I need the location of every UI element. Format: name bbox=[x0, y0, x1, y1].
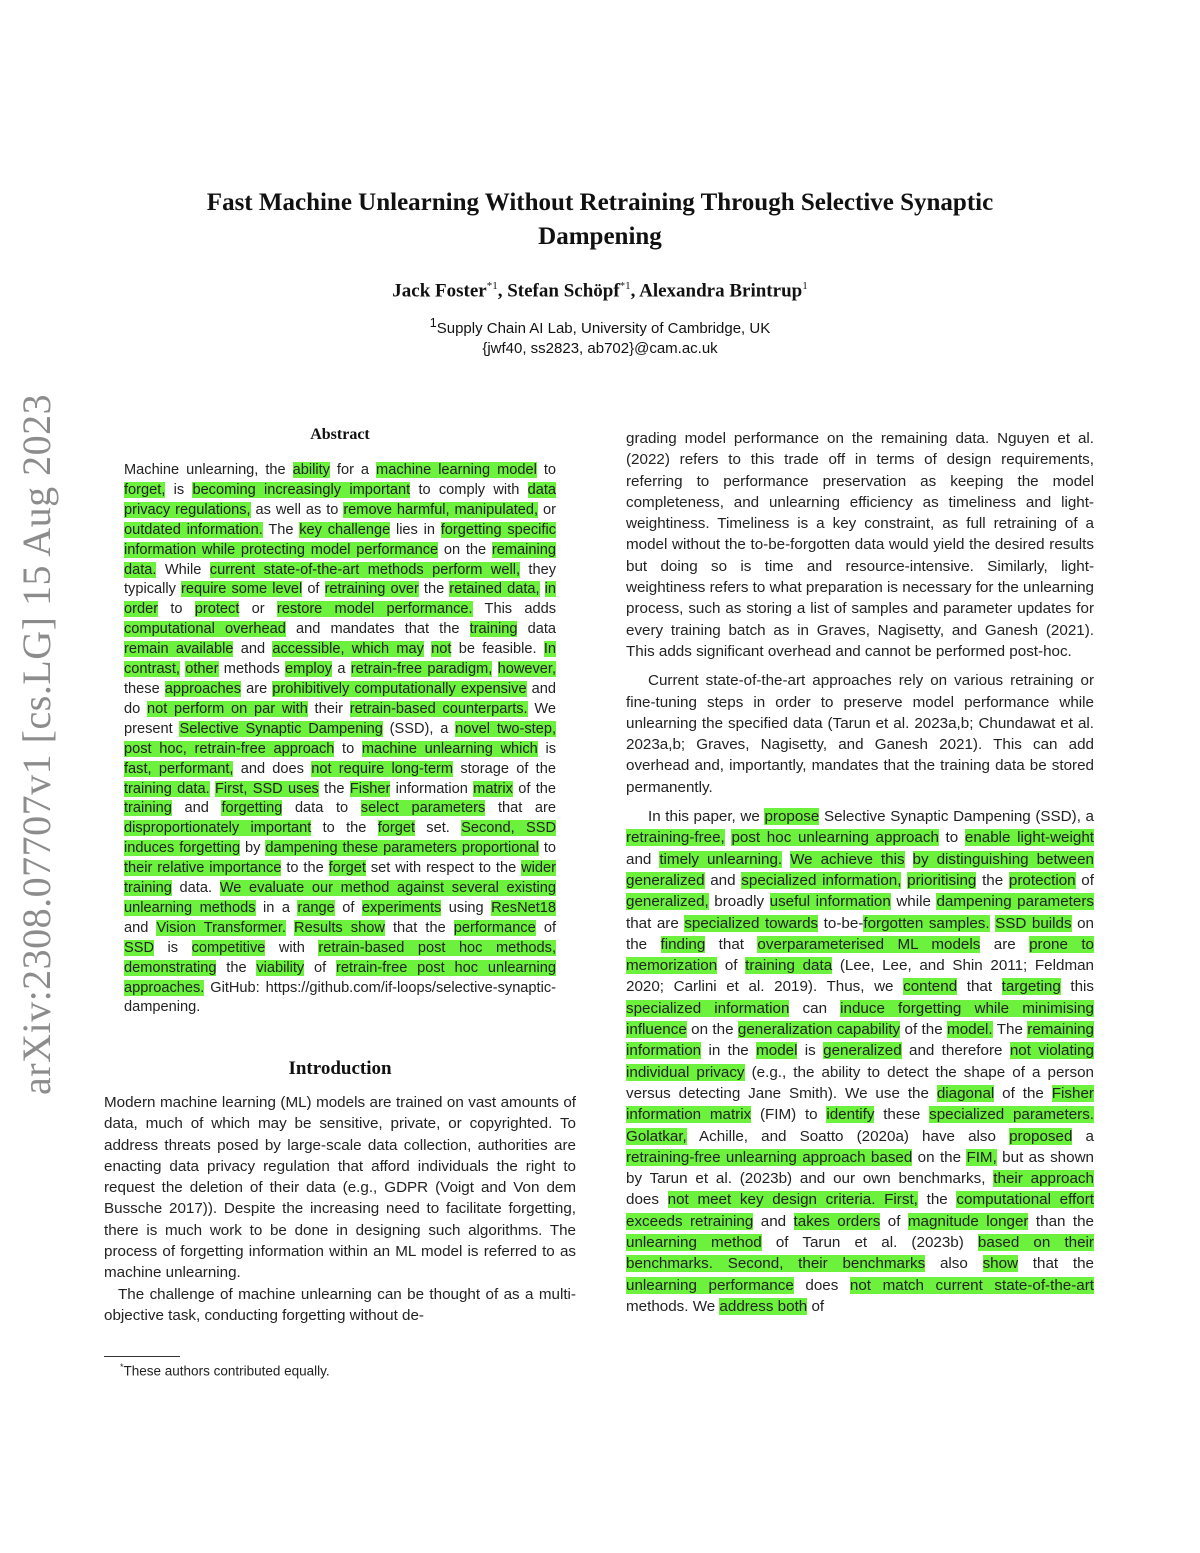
plain-text: is bbox=[797, 1042, 824, 1060]
author-list: Jack Foster$^{*1}$, Stefan Schöpf$^{*1}$, Alexandra Brintrup$^1$ bbox=[392, 280, 808, 302]
affiliation bbox=[120, 316, 1080, 337]
plain-text bbox=[286, 920, 294, 936]
highlighted-text: retrain-based post hoc methods, bbox=[318, 939, 557, 956]
plain-text: that bbox=[957, 978, 1002, 996]
highlighted-text: remain available bbox=[124, 641, 234, 658]
highlighted-text: First, SSD uses bbox=[214, 780, 319, 797]
highlighted-text: viability bbox=[256, 959, 305, 976]
highlighted-text: dampening parameters bbox=[936, 893, 1094, 911]
plain-text: and bbox=[626, 850, 660, 868]
plain-text: of bbox=[302, 581, 325, 598]
highlighted-text: diagonal bbox=[936, 1084, 995, 1102]
highlighted-text: machine unlearning which bbox=[361, 740, 538, 757]
highlighted-text: specialized information bbox=[626, 999, 790, 1017]
right-column-body bbox=[626, 428, 1094, 1317]
highlighted-text: machine learning model bbox=[376, 462, 537, 478]
plain-text: in a bbox=[255, 899, 298, 916]
highlighted-text: novel two-step, post hoc, retrain-free approach bbox=[124, 720, 557, 757]
plain-text bbox=[782, 851, 790, 868]
plain-text: can bbox=[789, 999, 841, 1017]
highlighted-text: outdated information. bbox=[124, 521, 263, 538]
plain-text: a bbox=[1072, 1127, 1094, 1145]
highlighted-text: retraining over bbox=[324, 581, 419, 598]
plain-text: does bbox=[626, 1191, 668, 1209]
plain-text: to comply with bbox=[410, 481, 528, 498]
plain-text: The bbox=[262, 521, 300, 538]
highlighted-text: induce forgetting while minimising influence bbox=[626, 999, 1094, 1039]
plain-text: and bbox=[704, 871, 742, 889]
highlighted-text: forgetting specific information while protecting model performance bbox=[124, 521, 557, 558]
highlighted-text: unlearning method bbox=[626, 1233, 762, 1251]
highlighted-text: We evaluate our method against several existing unlearning methods bbox=[124, 880, 556, 916]
plain-text: While bbox=[156, 561, 210, 578]
plain-text: of bbox=[807, 1297, 825, 1315]
plain-text: We present bbox=[124, 700, 556, 737]
highlighted-text: Selective Synaptic Dampening bbox=[179, 720, 383, 737]
highlighted-text: overparameterised ML models bbox=[757, 935, 981, 953]
highlighted-text: training bbox=[469, 621, 518, 638]
plain-text: (FIM) to bbox=[751, 1106, 827, 1124]
highlighted-text: by distinguishing between generalized bbox=[626, 850, 1094, 889]
highlighted-text: SSD builds bbox=[995, 914, 1072, 932]
plain-text: on the bbox=[912, 1148, 967, 1166]
affiliation-text: Supply Chain AI Lab, University of Cambridge, UK bbox=[436, 320, 771, 337]
plain-text: data. bbox=[171, 880, 220, 897]
footnote bbox=[120, 1362, 330, 1379]
plain-text: of Tarun et al. (2023b) bbox=[761, 1233, 978, 1251]
highlighted-text: computational overhead bbox=[124, 621, 286, 638]
introduction-body bbox=[104, 1092, 576, 1326]
highlighted-text: their relative importance bbox=[124, 860, 282, 877]
plain-text: (Lee, Lee, and Shin 2011; Feldman 2020; Carlini et al. 2019). Thus, we bbox=[626, 957, 1094, 996]
plain-text: and bbox=[171, 800, 222, 817]
plain-text: to bbox=[538, 840, 556, 857]
highlighted-text: ResNet18 bbox=[491, 899, 557, 916]
plain-text: methods. We bbox=[626, 1297, 720, 1315]
highlighted-text: protect bbox=[194, 601, 240, 618]
plain-text: of the bbox=[900, 1021, 948, 1039]
highlighted-text: wider training bbox=[124, 860, 556, 897]
plain-text: (e.g., the ability to detect the shape of a person versus detecting Jane Smith). We use the bbox=[626, 1063, 1094, 1102]
highlighted-text: protection bbox=[1008, 871, 1076, 889]
plain-text: This adds bbox=[472, 601, 557, 618]
plain-text: on the bbox=[626, 914, 1094, 953]
highlighted-text: We achieve this bbox=[790, 850, 905, 868]
plain-text: set. bbox=[415, 820, 462, 837]
plain-text: these bbox=[874, 1106, 930, 1124]
plain-text: broadly bbox=[708, 893, 770, 911]
highlighted-text: ability bbox=[292, 462, 330, 478]
highlighted-text: performance bbox=[453, 919, 536, 936]
highlighted-text: show bbox=[982, 1255, 1019, 1273]
plain-text: the bbox=[976, 871, 1009, 889]
highlighted-text: not bbox=[431, 641, 452, 658]
highlighted-text: not violating individual privacy bbox=[626, 1042, 1094, 1081]
footnote-rule bbox=[104, 1356, 180, 1357]
plain-text: lies in bbox=[390, 521, 441, 538]
highlighted-text: becoming increasingly important bbox=[192, 481, 411, 498]
highlighted-text: propose bbox=[764, 808, 820, 826]
plain-text bbox=[540, 581, 545, 597]
abstract-body bbox=[124, 461, 556, 1018]
plain-text: set with respect to the bbox=[365, 860, 522, 877]
affiliation-mark: 1 bbox=[429, 316, 437, 330]
highlighted-text: FIM, bbox=[966, 1148, 997, 1166]
plain-text: Machine unlearning, the bbox=[124, 462, 293, 478]
highlighted-text: other bbox=[185, 661, 219, 678]
highlighted-text: disproportionately important bbox=[124, 820, 312, 837]
plain-text: on the bbox=[686, 1021, 738, 1039]
plain-text: for a bbox=[329, 462, 377, 478]
highlighted-text: prone to memorization bbox=[626, 935, 1095, 975]
plain-text: that bbox=[705, 935, 758, 953]
plain-text: of the bbox=[994, 1084, 1052, 1102]
plain-text: the bbox=[418, 581, 450, 598]
highlighted-text: range bbox=[297, 899, 335, 916]
highlighted-text: training bbox=[124, 800, 172, 817]
plain-text: that the bbox=[1018, 1255, 1094, 1273]
plain-text: of bbox=[717, 957, 746, 975]
highlighted-text: generalization capability bbox=[737, 1021, 901, 1039]
highlighted-text: specialized parameters. Golatkar, bbox=[626, 1106, 1095, 1145]
plain-text: they typically bbox=[124, 561, 556, 598]
highlighted-text: forget bbox=[328, 860, 366, 877]
highlighted-text: unlearning performance bbox=[626, 1276, 794, 1294]
highlighted-text: require some level bbox=[180, 581, 303, 598]
highlighted-text: current state-of-the-art methods perform well, bbox=[209, 561, 520, 578]
highlighted-text: identify bbox=[826, 1106, 875, 1124]
highlighted-text: demonstrating bbox=[124, 959, 217, 976]
plain-text: and does bbox=[233, 760, 312, 777]
highlighted-text: computational effort exceeds retraining bbox=[626, 1191, 1094, 1230]
highlighted-text: Fisher information matrix bbox=[626, 1084, 1094, 1124]
intro-paragraph-1: Modern machine learning (ML) models are trained on vast amounts of data, much of which may be sensitive, private, or copyrighted. To address threats posed by large-scale data collection, authorities are enacting data privacy regulation that afford individuals the right to request the deletion of their data (e.g., GDPR (Voigt and Von dem Bussche 2017)). Despite the increasing need to facilitate forgetting, there is much work to be done in designing such algorithms. The process of forgetting information within an ML model is referred to as machine unlearning. bbox=[104, 1094, 576, 1282]
plain-text: methods bbox=[218, 661, 286, 678]
abstract-heading: Abstract bbox=[310, 426, 370, 443]
plain-text: of bbox=[334, 899, 362, 916]
plain-text: and therefore bbox=[901, 1042, 1010, 1060]
highlighted-text: Vision Transformer. bbox=[156, 919, 286, 936]
introduction-heading: Introduction bbox=[288, 1058, 392, 1079]
right-paragraph-1 bbox=[626, 428, 1094, 662]
plain-text: data bbox=[517, 621, 557, 638]
plain-text: to the bbox=[311, 820, 378, 837]
highlighted-text: specialized information, bbox=[741, 871, 902, 889]
plain-text: of bbox=[535, 919, 556, 936]
plain-text: as well as to bbox=[250, 501, 344, 518]
footnote-mark: * bbox=[120, 1362, 124, 1372]
plain-text: of bbox=[1075, 871, 1094, 889]
plain-text: to bbox=[536, 462, 557, 478]
highlighted-text: SSD bbox=[124, 939, 155, 956]
title-line-1: Fast Machine Unlearning Without Retraining Through Selective Synaptic bbox=[206, 189, 994, 216]
highlighted-text: generalized, bbox=[626, 893, 709, 911]
plain-text: In this paper, we bbox=[648, 808, 765, 826]
highlighted-text: not require long-term bbox=[311, 760, 454, 777]
plain-text: is bbox=[165, 481, 193, 498]
plain-text: that the bbox=[384, 919, 454, 936]
plain-text: the bbox=[216, 959, 257, 976]
plain-text: the bbox=[917, 1191, 957, 1209]
highlighted-text: their approach bbox=[993, 1170, 1094, 1188]
highlighted-text: magnitude longer bbox=[907, 1212, 1029, 1230]
highlighted-text: not meet key design criteria. First, bbox=[667, 1191, 918, 1209]
right-paragraph-2 bbox=[626, 670, 1094, 798]
plain-text: does bbox=[793, 1276, 850, 1294]
plain-text: are bbox=[980, 935, 1030, 953]
plain-text: that are bbox=[485, 800, 556, 817]
highlighted-text: dampening these parameters proportional bbox=[265, 840, 539, 857]
highlighted-text: select parameters bbox=[360, 800, 486, 817]
plain-text: of the bbox=[512, 780, 556, 797]
plain-text: a bbox=[332, 661, 351, 678]
highlighted-text: fast, performant, bbox=[124, 760, 234, 777]
plain-text: by bbox=[240, 840, 266, 857]
author-mark: *1 bbox=[619, 280, 631, 292]
highlighted-text: retrain-based counterparts. bbox=[349, 700, 528, 717]
highlighted-text: enable light-weight bbox=[964, 829, 1094, 847]
plain-text: and do bbox=[124, 680, 556, 717]
highlighted-text: approaches bbox=[164, 680, 242, 697]
paper-title bbox=[120, 186, 1080, 254]
plain-text: that are bbox=[626, 914, 685, 932]
plain-text: to bbox=[334, 740, 362, 757]
highlighted-text: targeting bbox=[1001, 978, 1061, 996]
highlighted-text: takes orders bbox=[793, 1212, 881, 1230]
highlighted-text: data privacy regulations, bbox=[124, 481, 556, 518]
abstract-paragraph bbox=[124, 461, 556, 1018]
plain-text: data to bbox=[282, 800, 361, 817]
highlighted-text: retrain-free post hoc unlearning approaches. bbox=[124, 959, 557, 996]
highlighted-text: useful information bbox=[769, 893, 891, 911]
plain-text: storage of the bbox=[453, 760, 556, 777]
plain-text: is bbox=[537, 740, 557, 757]
plain-text: and mandates that the bbox=[285, 621, 470, 638]
highlighted-text: retraining-free unlearning approach based bbox=[626, 1148, 913, 1166]
highlighted-text: restore model performance. bbox=[276, 601, 473, 618]
plain-text: be feasible. bbox=[451, 641, 544, 658]
highlighted-text: Second, SSD induces forgetting bbox=[124, 820, 556, 857]
highlighted-text: matrix bbox=[473, 780, 513, 797]
author-mark: 1 bbox=[802, 280, 808, 292]
highlighted-text: post hoc unlearning approach bbox=[731, 829, 939, 847]
plain-text: also bbox=[925, 1255, 983, 1273]
plain-text: and bbox=[753, 1212, 794, 1230]
author-name: Stefan Schöpf bbox=[507, 280, 620, 302]
highlighted-text: training data. bbox=[124, 780, 210, 797]
plain-text: while bbox=[890, 893, 937, 911]
highlighted-text: generalized bbox=[823, 1042, 902, 1060]
highlighted-text: experiments bbox=[361, 899, 442, 916]
plain-text: but as shown by Tarun et al. (2023b) and our own benchmarks, bbox=[626, 1148, 1094, 1188]
plain-text: and bbox=[124, 919, 157, 936]
highlighted-text: specialized towards bbox=[684, 914, 819, 932]
plain-text: than the bbox=[1028, 1212, 1095, 1230]
highlighted-text: model bbox=[756, 1042, 798, 1060]
right-paragraph-3 bbox=[626, 806, 1094, 1317]
plain-text: these bbox=[124, 680, 165, 697]
highlighted-text: finding bbox=[660, 935, 706, 953]
author-mark: *1 bbox=[486, 280, 498, 292]
highlighted-text: employ bbox=[285, 661, 333, 678]
highlighted-text: model. bbox=[947, 1021, 993, 1039]
plain-text: on the bbox=[438, 541, 492, 558]
highlighted-text: retrain-free paradigm, bbox=[350, 661, 493, 678]
highlighted-text: accessible, which may bbox=[272, 641, 424, 658]
author-emails: {jwf40, ss2823, ab702}@cam.ac.uk bbox=[482, 340, 718, 357]
plain-text: using bbox=[441, 899, 492, 916]
plain-text: to the bbox=[281, 860, 329, 877]
plain-text: their bbox=[307, 700, 350, 717]
highlighted-text: however, bbox=[497, 661, 557, 678]
author-name: Jack Foster bbox=[392, 280, 487, 302]
plain-text: Achille, and Soatto (2020a) have also bbox=[686, 1127, 1010, 1145]
highlighted-text: remaining information bbox=[626, 1021, 1094, 1060]
highlighted-text: Results show bbox=[294, 919, 385, 936]
title-line-2: Dampening bbox=[538, 223, 662, 250]
plain-text: of bbox=[880, 1212, 908, 1230]
plain-text: to bbox=[938, 829, 965, 847]
highlighted-text: remove harmful, manipulated, bbox=[343, 501, 539, 518]
highlighted-text: prohibitively computationally expensive bbox=[272, 680, 527, 697]
highlighted-text: address both bbox=[719, 1297, 808, 1315]
highlighted-text: retraining-free, bbox=[626, 829, 725, 847]
highlighted-text: retained data, bbox=[449, 581, 540, 598]
highlighted-text: training data bbox=[745, 957, 833, 975]
plain-text: with bbox=[265, 939, 319, 956]
plain-text: The bbox=[992, 1021, 1028, 1039]
highlighted-text: competitive bbox=[191, 939, 266, 956]
intro-paragraph-2: The challenge of machine unlearning can be thought of as a multi-objective task, conducting forgetting without de- bbox=[104, 1285, 576, 1324]
highlighted-text: In contrast, bbox=[124, 641, 556, 678]
highlighted-text: proposed bbox=[1009, 1127, 1073, 1145]
arxiv-identifier: arXiv:2308.07707v1 [cs.LG] 15 Aug 2023 bbox=[14, 393, 59, 1095]
highlighted-text: contend bbox=[903, 978, 958, 996]
plain-text: GitHub: https://github.com/if-loops/selective-synaptic-dampening. bbox=[124, 979, 556, 1016]
plain-text: this bbox=[1060, 978, 1094, 996]
highlighted-text: key challenge bbox=[299, 521, 391, 538]
highlighted-text: timely unlearning. bbox=[659, 850, 783, 868]
footnote-text: These authors contributed equally. bbox=[123, 1363, 330, 1379]
plain-text: grading model performance on the remaining data. Nguyen et al. (2022) refers to this trade off in terms of design requirements, referring to performance preservation as keeping the model completeness, and unlearning efficiency as timeliness and light-weightiness. Timeliness is a key constraint, as full retraining of a model without the to-be-forgotten data would yield the desired results but doing so is time and resource-intensive. Similarly, light-weightiness refers to what preparation is necessary for the unlearning process, such as storing a list of samples and parameter updates for every training batch as in Graves, Nagisetty, and Ganesh (2021). This adds significant overhead and cannot be performed post-hoc. bbox=[626, 430, 1094, 660]
plain-text: (SSD), a bbox=[382, 720, 456, 737]
highlighted-text: based on their benchmarks. Second, their benchmarks bbox=[626, 1233, 1094, 1273]
plain-text: are bbox=[241, 680, 273, 697]
plain-text bbox=[492, 661, 497, 677]
plain-text: to-be- bbox=[818, 914, 864, 932]
author-name: Alexandra Brintrup bbox=[639, 280, 803, 302]
plain-text: information bbox=[390, 780, 474, 797]
plain-text: and bbox=[233, 641, 273, 658]
highlighted-text: not perform on par with bbox=[146, 700, 308, 717]
plain-text: the bbox=[318, 780, 350, 797]
highlighted-text: forgetting bbox=[221, 800, 283, 817]
plain-text: to bbox=[158, 601, 195, 618]
plain-text: Current state-of-the-art approaches rely on various retraining or fine-tuning steps in order to preserve model performance while unlearning the specified data (Tarun et al. 2023a,b; Chundawat et al. 2023a,b; Graves, Nagisetty, and Ganesh 2021). This can add overhead and, importantly, mandates that the training data be stored permanently. bbox=[626, 672, 1094, 796]
highlighted-text: not match current state-of-the-art bbox=[849, 1276, 1094, 1294]
highlighted-text: forget, bbox=[124, 481, 166, 498]
highlighted-text: Fisher bbox=[349, 780, 391, 797]
highlighted-text: prioritising bbox=[907, 871, 977, 889]
plain-text: Selective Synaptic Dampening (SSD), a bbox=[819, 808, 1094, 826]
highlighted-text: remaining data. bbox=[124, 541, 556, 578]
plain-text: in the bbox=[701, 1042, 757, 1060]
plain-text: or bbox=[538, 501, 556, 518]
plain-text: or bbox=[239, 601, 277, 618]
highlighted-text: in order bbox=[124, 581, 556, 618]
plain-text bbox=[905, 851, 913, 868]
plain-text: is bbox=[154, 939, 192, 956]
highlighted-text: forget bbox=[377, 820, 416, 837]
highlighted-text: forgotten samples. bbox=[863, 914, 990, 932]
plain-text: of bbox=[304, 959, 336, 976]
